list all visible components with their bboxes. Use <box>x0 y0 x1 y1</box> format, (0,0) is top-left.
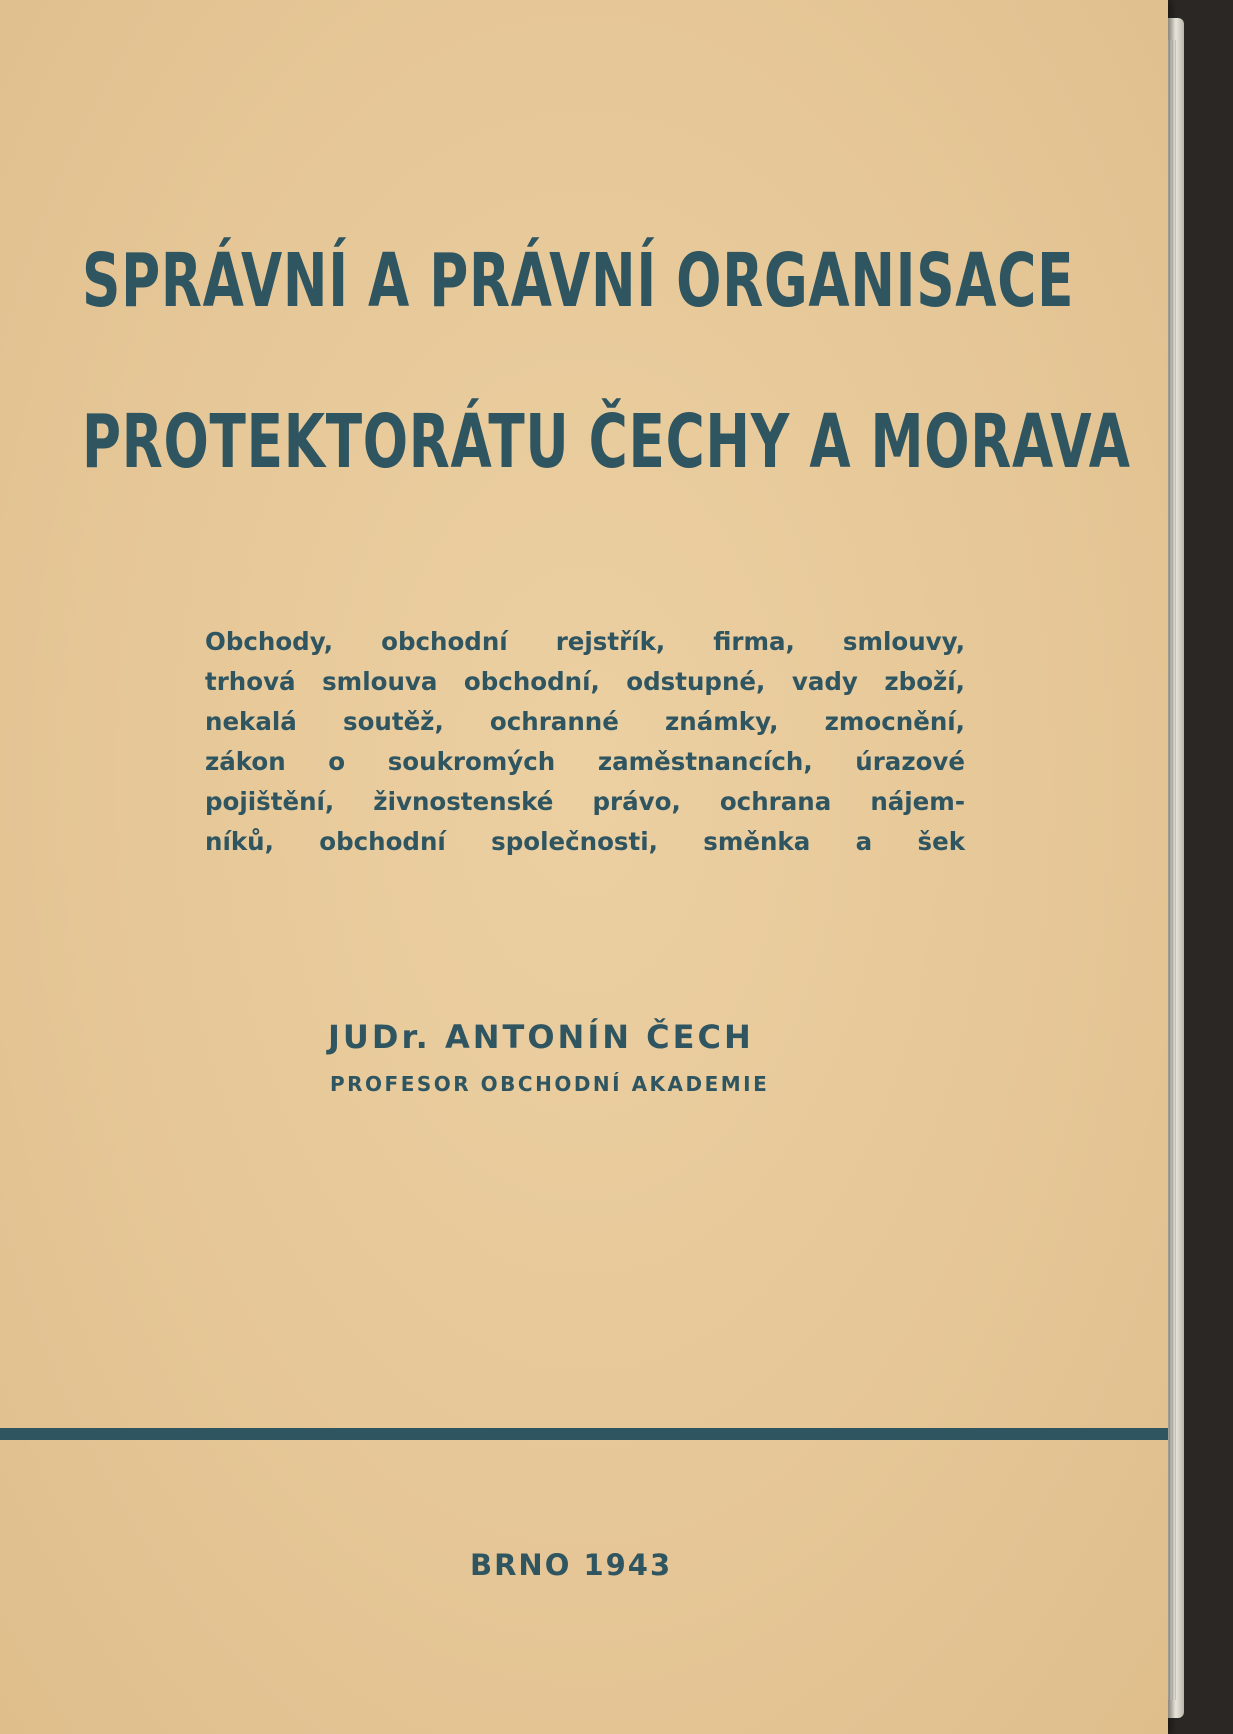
horizontal-rule <box>0 1428 1168 1440</box>
title-line-1: SPRÁVNÍ A PRÁVNÍ ORGANISACE <box>82 238 1075 324</box>
subtitle-line-5: pojištění, živnostenské právo, ochrana nájem- <box>205 787 965 816</box>
subtitle-line-6: níků, obchodní společnosti, směnka a šek <box>205 827 965 856</box>
title-line-2: PROTEKTORÁTU ČECHY A MORAVA <box>82 399 1131 485</box>
imprint-place-year: BRNO 1943 <box>470 1548 673 1582</box>
subtitle-line-1: Obchody, obchodní rejstřík, firma, smlouvy, <box>205 627 965 656</box>
author-name: JUDr. ANTONÍN ČECH <box>328 1018 754 1056</box>
author-title: PROFESOR OBCHODNÍ AKADEMIE <box>330 1072 770 1096</box>
subtitle-topics <box>205 622 965 862</box>
subtitle-line-3: nekalá soutěž, ochranné známky, zmocnění, <box>205 707 965 736</box>
subtitle-line-4: zákon o soukromých zaměstnancích, úrazové <box>205 747 965 776</box>
subtitle-line-2: trhová smlouva obchodní, odstupné, vady zboží, <box>205 667 965 696</box>
